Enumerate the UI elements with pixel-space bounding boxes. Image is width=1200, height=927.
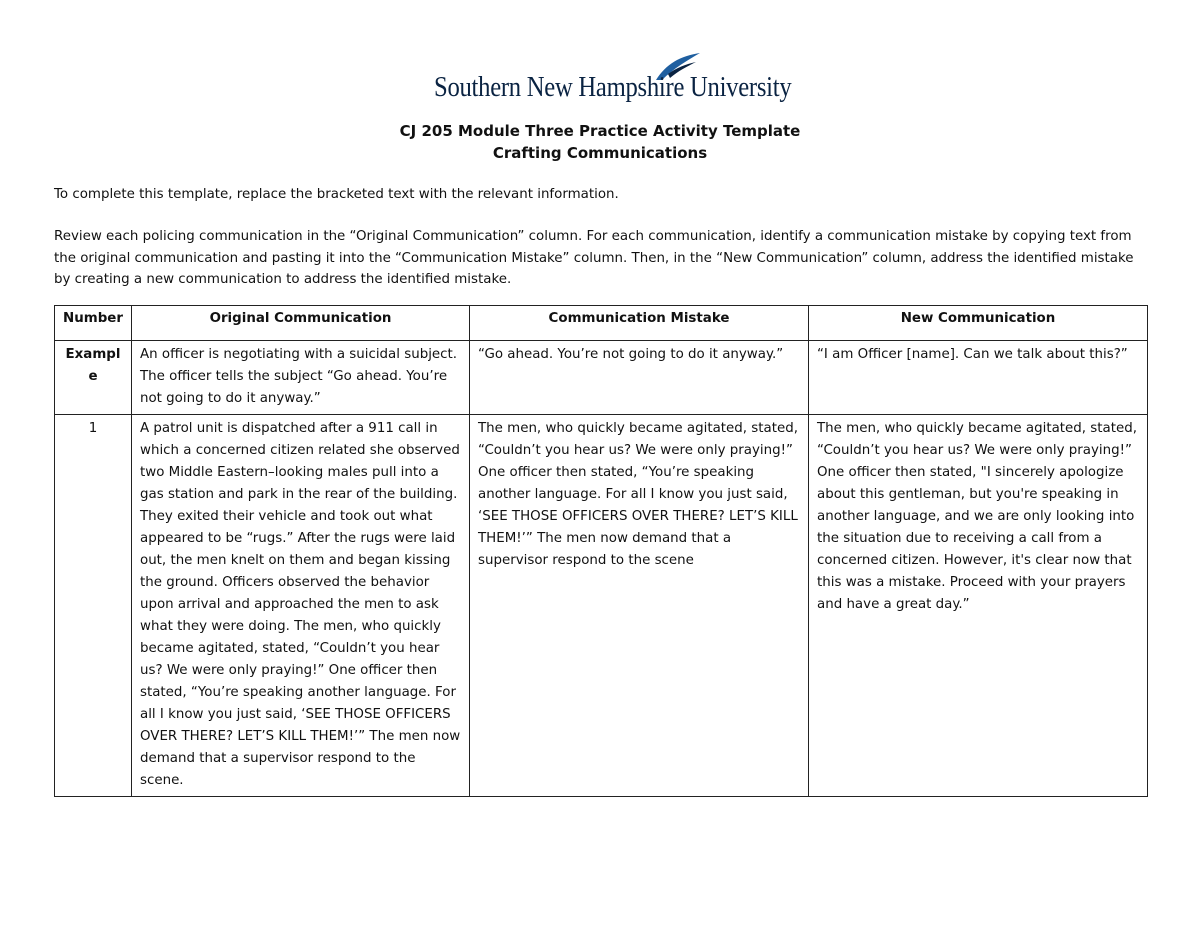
row-number: Example [55, 341, 132, 415]
row-number: 1 [55, 415, 132, 797]
communications-table [54, 305, 1148, 797]
new-communication-cell[interactable]: “I am Officer [name]. Can we talk about this?” [809, 341, 1148, 415]
communication-mistake-cell[interactable]: The men, who quickly became agitated, stated, “Couldn’t you hear us? We were only praying!” One officer then stated, “You’re speaking another language. For all I know you just said, ‘SEE THOSE OFFICERS OVER THERE? LET’S KILL THEM!’” The men now demand that a supervisor respond to the scene [470, 415, 809, 797]
title-line-2: Crafting Communications [492, 144, 708, 162]
original-communication-cell[interactable]: An officer is negotiating with a suicidal subject. The officer tells the subject “Go ahead. You’re not going to do it anyway.” [132, 341, 470, 415]
header-new-communication: New Communication [809, 306, 1148, 341]
document-title [0, 120, 1200, 164]
new-communication-cell[interactable]: The men, who quickly became agitated, stated, “Couldn’t you hear us? We were only praying!” One officer then stated, "I sincerely apologize about this gentleman, but you're speaking in another language, and we are only looking into the situation due to receiving a call from a concerned citizen. However, it's clear now that this was a mistake. Proceed with your prayers and have a great day.” [809, 415, 1148, 797]
title-line-1: CJ 205 Module Three Practice Activity Template [399, 122, 801, 140]
table-header-row [55, 306, 1148, 341]
instructions-paragraph: Review each policing communication in the “Original Communication” column. For each communication, identify a communication mistake by copying text from the original communication and pasting it into the “Communication Mistake” column. Then, in the “New Communication” column, address the identified mistake by creating a new communication to address the identified mistake. [54, 229, 1134, 287]
header-communication-mistake: Communication Mistake [470, 306, 809, 341]
university-logo [434, 52, 792, 104]
original-communication-cell[interactable]: A patrol unit is dispatched after a 911 call in which a concerned citizen related she observed two Middle Eastern–looking males pull into a gas station and park in the rear of the building. They exited their vehicle and took out what appeared to be “rugs.” After the rugs were laid out, the men knelt on them and began kissing the ground. Officers observed the behavior upon arrival and approached the men to ask what they were doing. The men, who quickly became agitated, stated, “Couldn’t you hear us? We were only praying!” One officer then stated, “You’re speaking another language. For all I know you just said, ‘SEE THOSE OFFICERS OVER THERE? LET’S KILL THEM!’” The men now demand that a supervisor respond to the scene. [132, 415, 470, 797]
university-name: Southern New Hampshire University [434, 72, 792, 103]
communication-mistake-cell[interactable]: “Go ahead. You’re not going to do it anyway.” [470, 341, 809, 415]
table-row [55, 415, 1148, 797]
table-row [55, 341, 1148, 415]
intro-paragraph: To complete this template, replace the bracketed text with the relevant information. [54, 187, 619, 202]
header-number: Number [55, 306, 132, 341]
header-original-communication: Original Communication [132, 306, 470, 341]
